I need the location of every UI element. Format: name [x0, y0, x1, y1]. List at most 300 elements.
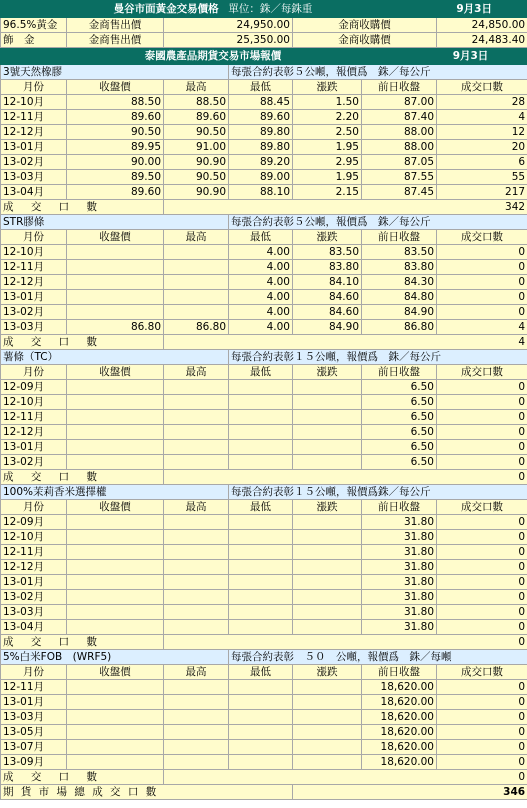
section-total-value: 0 [164, 635, 527, 650]
column-header: 成交口數 [437, 365, 527, 380]
table-cell [229, 545, 293, 560]
section-note: 每張合約表彰１５公噸，報價爲銖／每公斤 [229, 485, 527, 500]
column-header: 前日收盤 [362, 365, 437, 380]
table-cell: 87.45 [362, 185, 437, 200]
table-cell: 12-12月 [1, 125, 67, 140]
table-cell [293, 395, 362, 410]
table-cell [229, 560, 293, 575]
table-cell: 0 [437, 275, 527, 290]
column-header-row [1, 665, 527, 680]
table-cell: 18,620.00 [362, 725, 437, 740]
column-header: 收盤價 [67, 230, 164, 245]
futures-title-band [1, 48, 527, 65]
section-name: 100%茉莉香米選擇權 [1, 485, 229, 500]
table-cell [229, 515, 293, 530]
table-cell: 0 [437, 680, 527, 695]
section-total-row [1, 635, 527, 650]
table-cell [67, 410, 164, 425]
table-row [1, 620, 527, 635]
table-cell: 91.00 [164, 140, 229, 155]
column-header-row [1, 500, 527, 515]
table-cell [293, 710, 362, 725]
table-cell [229, 575, 293, 590]
column-header: 最低 [229, 80, 293, 95]
table-cell: 31.80 [362, 545, 437, 560]
table-cell: 87.40 [362, 110, 437, 125]
table-cell: 90.50 [67, 125, 164, 140]
table-cell: 13-01月 [1, 440, 67, 455]
table-cell: 31.80 [362, 620, 437, 635]
table-cell [293, 515, 362, 530]
table-cell: 89.50 [67, 170, 164, 185]
table-row [1, 440, 527, 455]
table-cell [67, 575, 164, 590]
table-cell: 89.80 [229, 140, 293, 155]
table-cell [293, 725, 362, 740]
table-row [1, 560, 527, 575]
table-cell: 0 [437, 530, 527, 545]
column-header: 漲跌 [293, 500, 362, 515]
table-cell: 1.95 [293, 170, 362, 185]
gold-row [1, 18, 527, 33]
section-note: 每張合約表彰５公噸，報價爲 銖／每公斤 [229, 215, 527, 230]
column-header: 前日收盤 [362, 665, 437, 680]
column-header: 前日收盤 [362, 500, 437, 515]
section-total-label: 成 交 口 數 [1, 335, 164, 350]
table-cell: 13-09月 [1, 755, 67, 770]
table-cell [67, 515, 164, 530]
table-cell: 13-02月 [1, 455, 67, 470]
table-row [1, 515, 527, 530]
table-cell: 4.00 [229, 275, 293, 290]
table-cell: 0 [437, 740, 527, 755]
table-row [1, 740, 527, 755]
gold-sell-label: 金商售出價 [67, 33, 164, 48]
section-total-row [1, 335, 527, 350]
table-cell: 31.80 [362, 605, 437, 620]
table-cell [164, 410, 229, 425]
table-cell: 90.90 [164, 185, 229, 200]
table-row [1, 170, 527, 185]
table-cell: 90.00 [67, 155, 164, 170]
table-row [1, 260, 527, 275]
table-row [1, 125, 527, 140]
section-name: STR膠條 [1, 215, 229, 230]
table-cell [164, 290, 229, 305]
table-cell: 13-04月 [1, 620, 67, 635]
table-row [1, 425, 527, 440]
table-cell: 6.50 [362, 380, 437, 395]
table-cell: 0 [437, 260, 527, 275]
table-cell [164, 575, 229, 590]
table-cell: 12-10月 [1, 395, 67, 410]
table-cell: 2.15 [293, 185, 362, 200]
column-header: 月份 [1, 500, 67, 515]
table-cell [164, 425, 229, 440]
column-header-row [1, 230, 527, 245]
table-cell [164, 620, 229, 635]
column-header: 收盤價 [67, 665, 164, 680]
table-cell [293, 575, 362, 590]
table-cell [293, 455, 362, 470]
table-cell: 13-03月 [1, 605, 67, 620]
table-cell [229, 680, 293, 695]
table-cell [67, 455, 164, 470]
table-cell [67, 605, 164, 620]
table-cell [67, 680, 164, 695]
grand-total-value: 346 [293, 785, 527, 800]
table-cell: 84.90 [362, 305, 437, 320]
section-total-row [1, 470, 527, 485]
table-cell [164, 275, 229, 290]
table-cell: 13-04月 [1, 185, 67, 200]
table-cell: 89.00 [229, 170, 293, 185]
column-header: 成交口數 [437, 80, 527, 95]
table-cell: 0 [437, 545, 527, 560]
table-cell: 0 [437, 575, 527, 590]
table-cell: 13-01月 [1, 140, 67, 155]
column-header: 最低 [229, 500, 293, 515]
section-header [1, 350, 527, 365]
table-cell [164, 455, 229, 470]
table-cell [229, 440, 293, 455]
gold-sell-label: 金商售出價 [67, 18, 164, 33]
table-cell: 12-09月 [1, 380, 67, 395]
table-cell [164, 515, 229, 530]
table-row [1, 110, 527, 125]
futures-title: 泰國農產品期貨交易市場報價 [144, 49, 282, 62]
table-cell: 28 [437, 95, 527, 110]
table-cell [164, 305, 229, 320]
table-row [1, 710, 527, 725]
column-header: 前日收盤 [362, 80, 437, 95]
table-cell: 89.80 [229, 125, 293, 140]
table-cell [293, 530, 362, 545]
table-cell: 13-07月 [1, 740, 67, 755]
table-cell [164, 725, 229, 740]
table-cell: 1.50 [293, 95, 362, 110]
table-cell: 0 [437, 605, 527, 620]
table-cell: 12-10月 [1, 530, 67, 545]
table-cell: 13-05月 [1, 725, 67, 740]
table-cell: 84.60 [293, 305, 362, 320]
section-note: 每張合約表彰５公噸，報價爲 銖／每公斤 [229, 65, 527, 80]
section-total-row [1, 770, 527, 785]
table-cell: 88.00 [362, 125, 437, 140]
table-cell: 83.50 [293, 245, 362, 260]
table-cell: 13-02月 [1, 155, 67, 170]
column-header: 月份 [1, 365, 67, 380]
table-cell [164, 530, 229, 545]
table-cell: 12-12月 [1, 425, 67, 440]
table-cell: 0 [437, 380, 527, 395]
table-cell: 12-12月 [1, 275, 67, 290]
table-cell [67, 290, 164, 305]
column-header: 月份 [1, 80, 67, 95]
table-cell: 18,620.00 [362, 695, 437, 710]
table-cell: 0 [437, 560, 527, 575]
table-cell [67, 755, 164, 770]
table-cell: 20 [437, 140, 527, 155]
column-header: 收盤價 [67, 80, 164, 95]
table-cell [229, 695, 293, 710]
table-cell: 13-01月 [1, 695, 67, 710]
table-cell: 83.80 [362, 260, 437, 275]
table-cell [164, 710, 229, 725]
table-cell [164, 605, 229, 620]
futures-title-cell [1, 48, 527, 65]
table-cell: 4 [437, 110, 527, 125]
table-cell [229, 410, 293, 425]
table-cell [164, 560, 229, 575]
table-cell: 12-11月 [1, 260, 67, 275]
table-cell: 87.00 [362, 95, 437, 110]
table-cell: 12-12月 [1, 560, 67, 575]
gold-sell-price: 25,350.00 [164, 33, 293, 48]
column-header: 月份 [1, 665, 67, 680]
table-cell [229, 620, 293, 635]
table-cell: 84.10 [293, 275, 362, 290]
column-header: 最低 [229, 365, 293, 380]
table-cell [293, 755, 362, 770]
section-name: 薯條（TC） [1, 350, 229, 365]
table-row [1, 680, 527, 695]
table-cell [229, 740, 293, 755]
gold-buy-label: 金商收購價 [293, 18, 437, 33]
table-cell [67, 245, 164, 260]
grand-total-label: 期 貨 市 場 總 成 交 口 數 [1, 785, 293, 800]
table-cell: 4.00 [229, 305, 293, 320]
table-cell: 0 [437, 695, 527, 710]
table-cell: 18,620.00 [362, 680, 437, 695]
table-cell: 18,620.00 [362, 710, 437, 725]
table-cell: 0 [437, 455, 527, 470]
table-cell: 12-11月 [1, 110, 67, 125]
table-cell: 0 [437, 590, 527, 605]
table-cell [293, 560, 362, 575]
table-cell: 4 [437, 320, 527, 335]
table-cell: 90.50 [164, 170, 229, 185]
table-cell [229, 380, 293, 395]
gold-title-band [1, 1, 527, 18]
table-cell: 0 [437, 305, 527, 320]
table-cell [67, 545, 164, 560]
table-cell: 13-02月 [1, 305, 67, 320]
table-cell: 4.00 [229, 245, 293, 260]
section-total-value: 0 [164, 470, 527, 485]
table-cell: 6.50 [362, 395, 437, 410]
gold-title: 曼谷市面黃金交易價格 [113, 2, 219, 15]
table-row [1, 320, 527, 335]
table-cell: 12-10月 [1, 95, 67, 110]
table-cell: 84.80 [362, 290, 437, 305]
table-cell: 86.80 [67, 320, 164, 335]
table-cell: 12-11月 [1, 410, 67, 425]
table-cell: 84.90 [293, 320, 362, 335]
table-cell: 217 [437, 185, 527, 200]
table-cell: 12-11月 [1, 545, 67, 560]
column-header: 成交口數 [437, 500, 527, 515]
gold-name: 飾 金 [1, 33, 67, 48]
table-cell: 0 [437, 620, 527, 635]
section-name: 3號天然橡膠 [1, 65, 229, 80]
table-cell: 0 [437, 515, 527, 530]
column-header: 最高 [164, 365, 229, 380]
table-cell: 87.55 [362, 170, 437, 185]
table-cell: 13-02月 [1, 590, 67, 605]
table-cell: 2.95 [293, 155, 362, 170]
table-cell: 89.95 [67, 140, 164, 155]
table-row [1, 605, 527, 620]
table-cell: 13-01月 [1, 575, 67, 590]
table-cell: 18,620.00 [362, 755, 437, 770]
table-cell [67, 425, 164, 440]
table-cell: 89.60 [229, 110, 293, 125]
table-cell [293, 410, 362, 425]
section-header [1, 215, 527, 230]
futures-date: 9月3日 [452, 49, 489, 62]
table-cell [67, 260, 164, 275]
column-header-row [1, 365, 527, 380]
table-cell: 31.80 [362, 530, 437, 545]
table-cell [164, 260, 229, 275]
table-row [1, 455, 527, 470]
section-total-label: 成 交 口 數 [1, 770, 164, 785]
table-cell: 6.50 [362, 410, 437, 425]
table-row [1, 185, 527, 200]
table-cell [293, 620, 362, 635]
table-row [1, 530, 527, 545]
table-cell [67, 590, 164, 605]
table-cell [293, 740, 362, 755]
gold-unit: 單位：銖／每銖重 [228, 2, 313, 15]
table-cell [164, 545, 229, 560]
table-cell [229, 725, 293, 740]
table-cell: 1.95 [293, 140, 362, 155]
table-cell: 13-03月 [1, 710, 67, 725]
table-cell: 90.50 [164, 125, 229, 140]
table-cell: 31.80 [362, 575, 437, 590]
section-note: 每張合約表彰１５公噸，報價爲 銖／每公斤 [229, 350, 527, 365]
table-cell [229, 425, 293, 440]
gold-buy-price: 24,850.00 [437, 18, 527, 33]
table-cell: 31.80 [362, 515, 437, 530]
table-cell [293, 590, 362, 605]
table-cell: 88.50 [164, 95, 229, 110]
column-header: 最低 [229, 230, 293, 245]
table-cell: 0 [437, 290, 527, 305]
section-name: 5%白米FOB (WRF5) [1, 650, 229, 665]
table-cell: 0 [437, 425, 527, 440]
table-cell [164, 740, 229, 755]
table-cell: 86.80 [362, 320, 437, 335]
table-cell: 31.80 [362, 590, 437, 605]
table-row [1, 275, 527, 290]
table-cell: 89.60 [164, 110, 229, 125]
table-cell [67, 620, 164, 635]
table-cell: 89.20 [229, 155, 293, 170]
gold-row [1, 33, 527, 48]
table-row [1, 380, 527, 395]
table-cell [229, 605, 293, 620]
table-cell: 6 [437, 155, 527, 170]
table-row [1, 545, 527, 560]
table-row [1, 155, 527, 170]
column-header: 漲跌 [293, 365, 362, 380]
table-row [1, 575, 527, 590]
table-cell [164, 245, 229, 260]
table-cell: 2.50 [293, 125, 362, 140]
column-header: 成交口數 [437, 230, 527, 245]
table-cell: 86.80 [164, 320, 229, 335]
table-cell: 0 [437, 725, 527, 740]
table-cell: 13-03月 [1, 170, 67, 185]
table-row [1, 140, 527, 155]
column-header: 最高 [164, 230, 229, 245]
column-header: 成交口數 [437, 665, 527, 680]
table-cell [229, 395, 293, 410]
table-cell [164, 590, 229, 605]
table-cell: 6.50 [362, 425, 437, 440]
table-cell: 6.50 [362, 455, 437, 470]
table-cell: 0 [437, 395, 527, 410]
table-cell: 0 [437, 710, 527, 725]
table-cell: 55 [437, 170, 527, 185]
table-cell [164, 440, 229, 455]
section-header [1, 65, 527, 80]
table-cell: 13-03月 [1, 320, 67, 335]
column-header: 收盤價 [67, 365, 164, 380]
table-cell: 18,620.00 [362, 740, 437, 755]
gold-sell-price: 24,950.00 [164, 18, 293, 33]
table-cell: 84.60 [293, 290, 362, 305]
gold-name: 96.5%黃金 [1, 18, 67, 33]
column-header: 月份 [1, 230, 67, 245]
table-cell [164, 680, 229, 695]
table-cell [229, 755, 293, 770]
table-cell [67, 725, 164, 740]
table-cell [164, 380, 229, 395]
table-cell [293, 545, 362, 560]
table-cell [293, 605, 362, 620]
table-cell [229, 710, 293, 725]
table-cell [293, 440, 362, 455]
column-header: 最高 [164, 80, 229, 95]
column-header: 漲跌 [293, 230, 362, 245]
table-cell: 4.00 [229, 260, 293, 275]
table-cell [67, 440, 164, 455]
table-cell [229, 590, 293, 605]
table-cell [293, 380, 362, 395]
table-row [1, 590, 527, 605]
gold-buy-price: 24,483.40 [437, 33, 527, 48]
table-cell: 0 [437, 245, 527, 260]
table-cell [293, 680, 362, 695]
table-cell: 90.90 [164, 155, 229, 170]
table-cell [67, 710, 164, 725]
table-cell [229, 530, 293, 545]
table-cell: 88.00 [362, 140, 437, 155]
table-row [1, 305, 527, 320]
section-total-label: 成 交 口 數 [1, 470, 164, 485]
table-cell: 87.05 [362, 155, 437, 170]
column-header: 最低 [229, 665, 293, 680]
table-cell: 88.45 [229, 95, 293, 110]
quote-table-body [1, 1, 527, 800]
section-total-value: 4 [164, 335, 527, 350]
column-header: 前日收盤 [362, 230, 437, 245]
column-header: 漲跌 [293, 665, 362, 680]
